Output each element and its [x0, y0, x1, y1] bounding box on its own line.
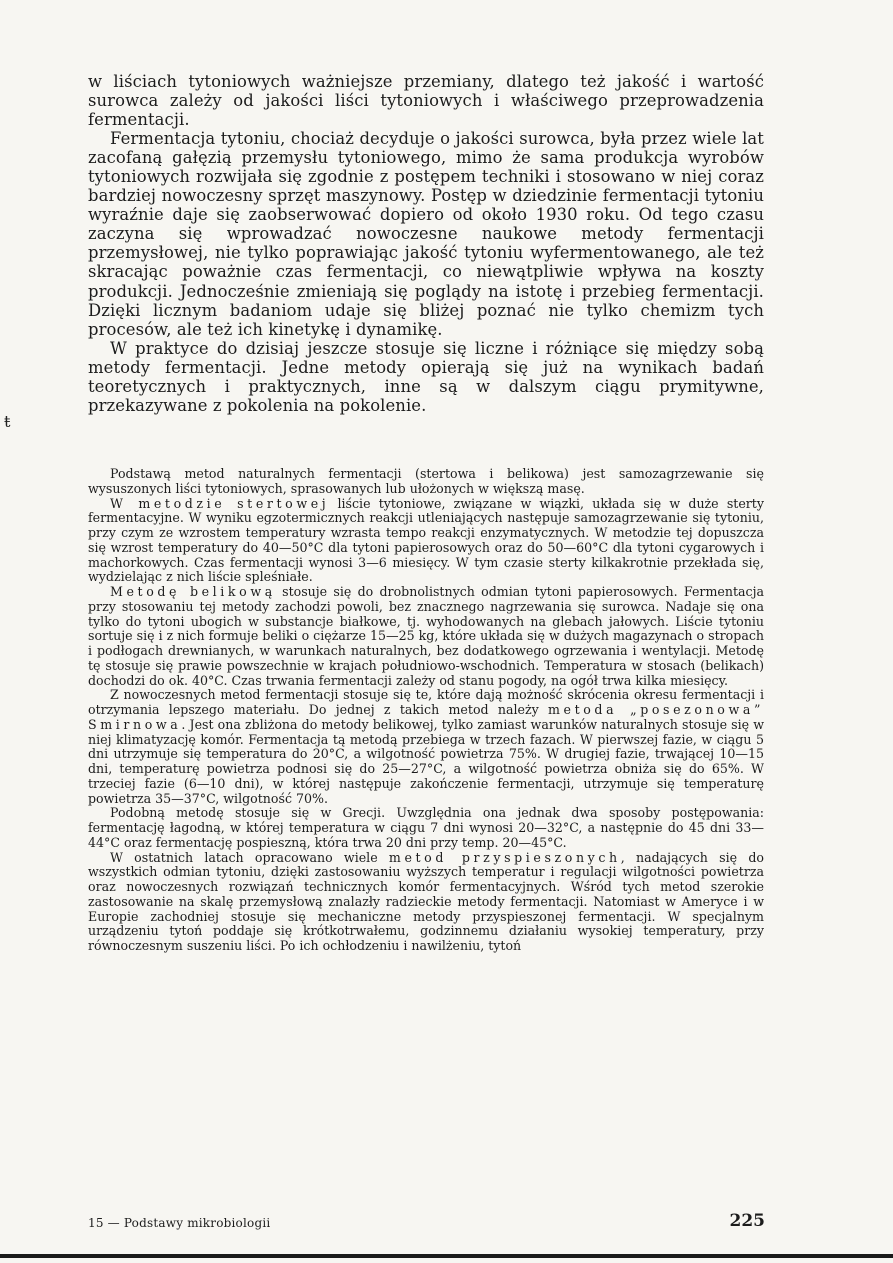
small-paragraph-4 [88, 688, 764, 806]
small-paragraph-3-body: stosuje się do drobnolistnych odmian tytoni papierosowych. Fermentacja przy stosowaniu tej metody zachodzi powoli, bez znacznego nagrzewania się surowca. Nadaje się ona tylko do tytoni ubogich w substancje białkowe, tj. wyhodowanych na glebach jałowych. Liście tytoniu sortuje się i z nich formuje beliki o ciężarze 15—25 kg, które układa się w dużych magazynach o stropach i podłogach drewnianych, w warunkach naturalnych, bez dodatkowego ogrzewania i wentylacji. Metodę tę stosuje się prawie powszechnie w krajach południowo-wschodnich. Temperatura w stosach (belikach) dochodzi do ok. 40°C. Czas trwania fermentacji zależy od stanu pogody, na ogół trwa kilka miesięcy. [88, 584, 764, 688]
small-print-section [88, 467, 764, 954]
page-number: 225 [729, 1211, 765, 1231]
margin-mark: ŧ [4, 412, 11, 431]
small-paragraph-6-body: , nadających się do wszystkich odmian tytoniu, dzięki zastosowaniu wyższych temperatur i regulacji wilgotności powietrza oraz nowoczesnych rozwiązań technicznych komór fermentacyjnych. Wśród tych metod szerokie zastosowanie na skalę przemysłową znalazły radzieckie metody fermentacji. Natomiast w Ameryce i w Europie zachodniej stosuje się mechaniczne metody przyspieszonej fermentacji. W specjalnym urządzeniu tytoń poddaje się krótkotrwałemu, godzinnemu działaniu wysokiej temperatury, przy równoczesnym suszeniu liści. Po ich ochłodzeniu i nawilżeniu, tytoń [88, 849, 764, 953]
paragraph-2: Fermentacja tytoniu, chociaż decyduje o jakości surowca, była przez wiele lat zacofaną gałęzią przemysłu tytoniowego, mimo że sama produkcja wyrobów tytoniowych rozwijała się zgodnie z postępem techniki i stosowano w niej coraz bardziej nowoczesny sprzęt maszynowy. Postęp w dziedzinie fermentacji tytoniu wyraźnie daje się zaobserwować dopiero od około 1930 roku. Od tego czasu zaczyna się wprowadzać nowoczesne naukowe metody fermentacji przemysłowej, nie tylko poprawiając jakość tytoniu wyfermentowanego, ale też skracając poważnie czas fermentacji, co niewątpliwie wpływa na koszty produkcji. Jednocześnie zmieniają się poglądy na istotę i przebieg fermentacji. Dzięki licznym badaniom udaje się bliżej poznać nie tylko chemizm tych procesów, ale też ich kinetykę i dynamikę. [88, 129, 764, 339]
small-paragraph-3 [88, 585, 764, 688]
term-przyspieszone: metod przyspieszonych [388, 849, 621, 865]
small-paragraph-4-intro: Z nowoczesnych metod fermentacji stosuje się te, które dają możność skrócenia okresu fermentacji i otrzymania lepszego materiału. Do jednej z takich metod należy [88, 687, 764, 717]
term-belikowa: Metodę belikową [110, 584, 276, 599]
paragraph-1: w liściach tytoniowych ważniejsze przemiany, dlatego też jakość i wartość surowca zależy od jakości liści tytoniowych i właściwego przeprowadzenia fermentacji. [88, 72, 764, 130]
small-paragraph-2 [88, 497, 764, 586]
small-paragraph-1: Podstawą metod naturalnych fermentacji (stertowa i belikowa) jest samozagrzewanie się wysuszonych liści tytoniowych, sprasowanych lub ułożonych w większą masę. [88, 466, 764, 496]
footer-signature: 15 — Podstawy mikrobiologii [88, 1216, 271, 1230]
small-paragraph-2-body: liście tytoniowe, związane w wiązki, układa się w duże sterty fermentacyjne. W wyniku egzotermicznych reakcji utleniających następuje samozagrzewanie się tytoniu, przy czym ze wzrostem temperatury wzrasta tempo reakcji enzymatycznych. W metodzie tej dopuszcza się wzrost temperatury do 40—50°C dla tytoni papierosowych oraz do 50—60°C dla tytoni cygarowych i machorkowych. Czas fermentacji wynosi 3—6 miesięcy. W tym czasie sterty kilkakrotnie przekłada się, wydzielając z nich liście spleśniałe. [88, 495, 764, 585]
small-paragraph-4-body: . Jest ona zbliżona do metody belikowej, tylko zamiast warunków naturalnych stosuje się w niej klimatyzację komór. Fermentacja tą metodą przebiega w trzech fazach. W pierwszej fazie, w ciągu 5 dni utrzymuje się temperatura do 20°C, a wilgotność powietrza 75%. W drugiej fazie, trwającej 10—15 dni, temperaturę powietrza podnosi się do 25—27°C, a wilgotność powietrza obniża się do 65%. W trzeciej fazie (6—10 dni), w której następuje zakończenie fermentacji, utrzymuje się temperaturę powietrza 35—37°C, wilgotność 70%. [88, 716, 764, 806]
scan-edge-bar [0, 1254, 893, 1258]
term-posezonowa: metoda „posezonowa” Smirnowa [88, 702, 764, 732]
small-paragraph-5: Podobną metodę stosuje się w Grecji. Uwzględnia ona jednak dwa sposoby postępowania: fermentację łagodną, w której temperatura w ciągu 7 dni wynosi 20—32°C, a następnie do 45 dni 33—44°C oraz fermentację pospieszną, która trwa 20 dni przy temp. 20—45°C. [88, 805, 764, 850]
main-text [88, 72, 764, 415]
term-stertowa: W metodzie stertowej [110, 495, 330, 511]
small-paragraph-6 [88, 851, 764, 954]
paragraph-3: W praktyce do dzisiaj jeszcze stosuje się liczne i różniące się między sobą metody fermentacji. Jedne metody opierają się już na wynikach badań teoretycznych i praktycznych, inne są w dalszym ciągu prymitywne, przekazywane z pokolenia na pokolenie. [88, 338, 764, 415]
small-paragraph-6-intro: W ostatnich latach opracowano wiele [110, 849, 389, 865]
